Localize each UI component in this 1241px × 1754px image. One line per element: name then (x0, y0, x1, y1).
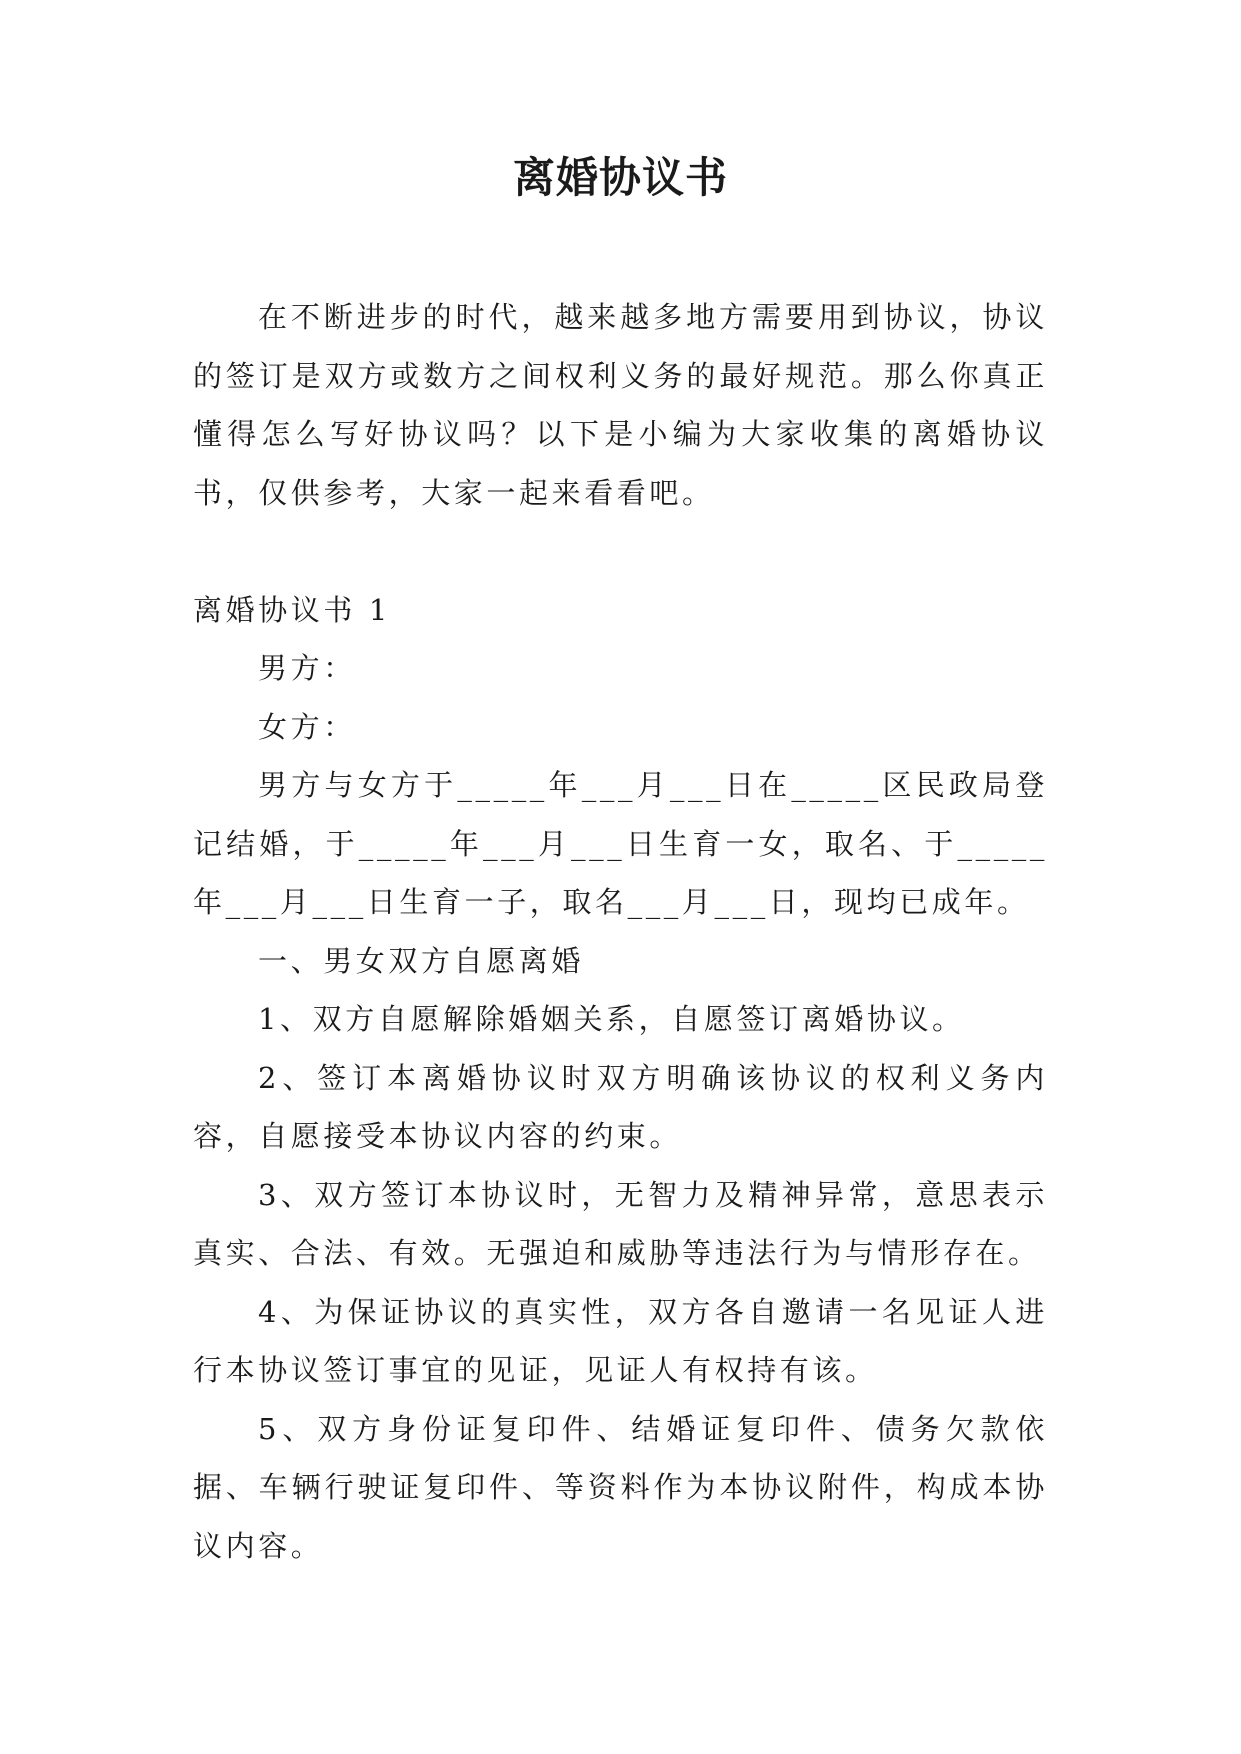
marriage-info-paragraph: 男方与女方于_____年___月___日在_____区民政局登记结婚，于_____年___月___日生育一女，取名、于_____年___月___日生育一子，取名___月___日，现均已成年。 (193, 768, 1048, 919)
paragraph-gap (193, 522, 1048, 581)
female-party-line: 女方： (258, 709, 356, 744)
clause-item-2: 2、签订本离婚协议时双方明确该协议的权利义务内容，自愿接受本协议内容的约束。 (193, 1060, 1048, 1153)
intro-paragraph: 在不断进步的时代，越来越多地方需要用到协议，协议的签订是双方或数方之间权利义务的最好规范。那么你真正懂得怎么写好协议吗？以下是小编为大家收集的离婚协议书，仅供参考，大家一起来看看吧。 (193, 300, 1048, 510)
clause-item-1: 1、双方自愿解除婚姻关系，自愿签订离婚协议。 (258, 1002, 965, 1036)
clause-item-4: 4、为保证协议的真实性，双方各自邀请一名见证人进行本协议签订事宜的见证，见证人有权持有该。 (193, 1294, 1048, 1387)
clause-item-5: 5、双方身份证复印件、结婚证复印件、债务欠款依据、车辆行驶证复印件、等资料作为本协议附件，构成本协议内容。 (193, 1411, 1048, 1563)
clause-item-3: 3、双方签订本协议时，无智力及精神异常，意思表示真实、合法、有效。无强迫和威胁等违法行为与情形存在。 (193, 1177, 1048, 1270)
male-party-line: 男方： (258, 651, 356, 685)
document-title: 离婚协议书 (512, 153, 728, 202)
clause-heading: 一、男女双方自愿离婚 (258, 943, 585, 978)
section-heading: 离婚协议书 1 (193, 592, 391, 627)
document-body (193, 288, 1048, 1575)
